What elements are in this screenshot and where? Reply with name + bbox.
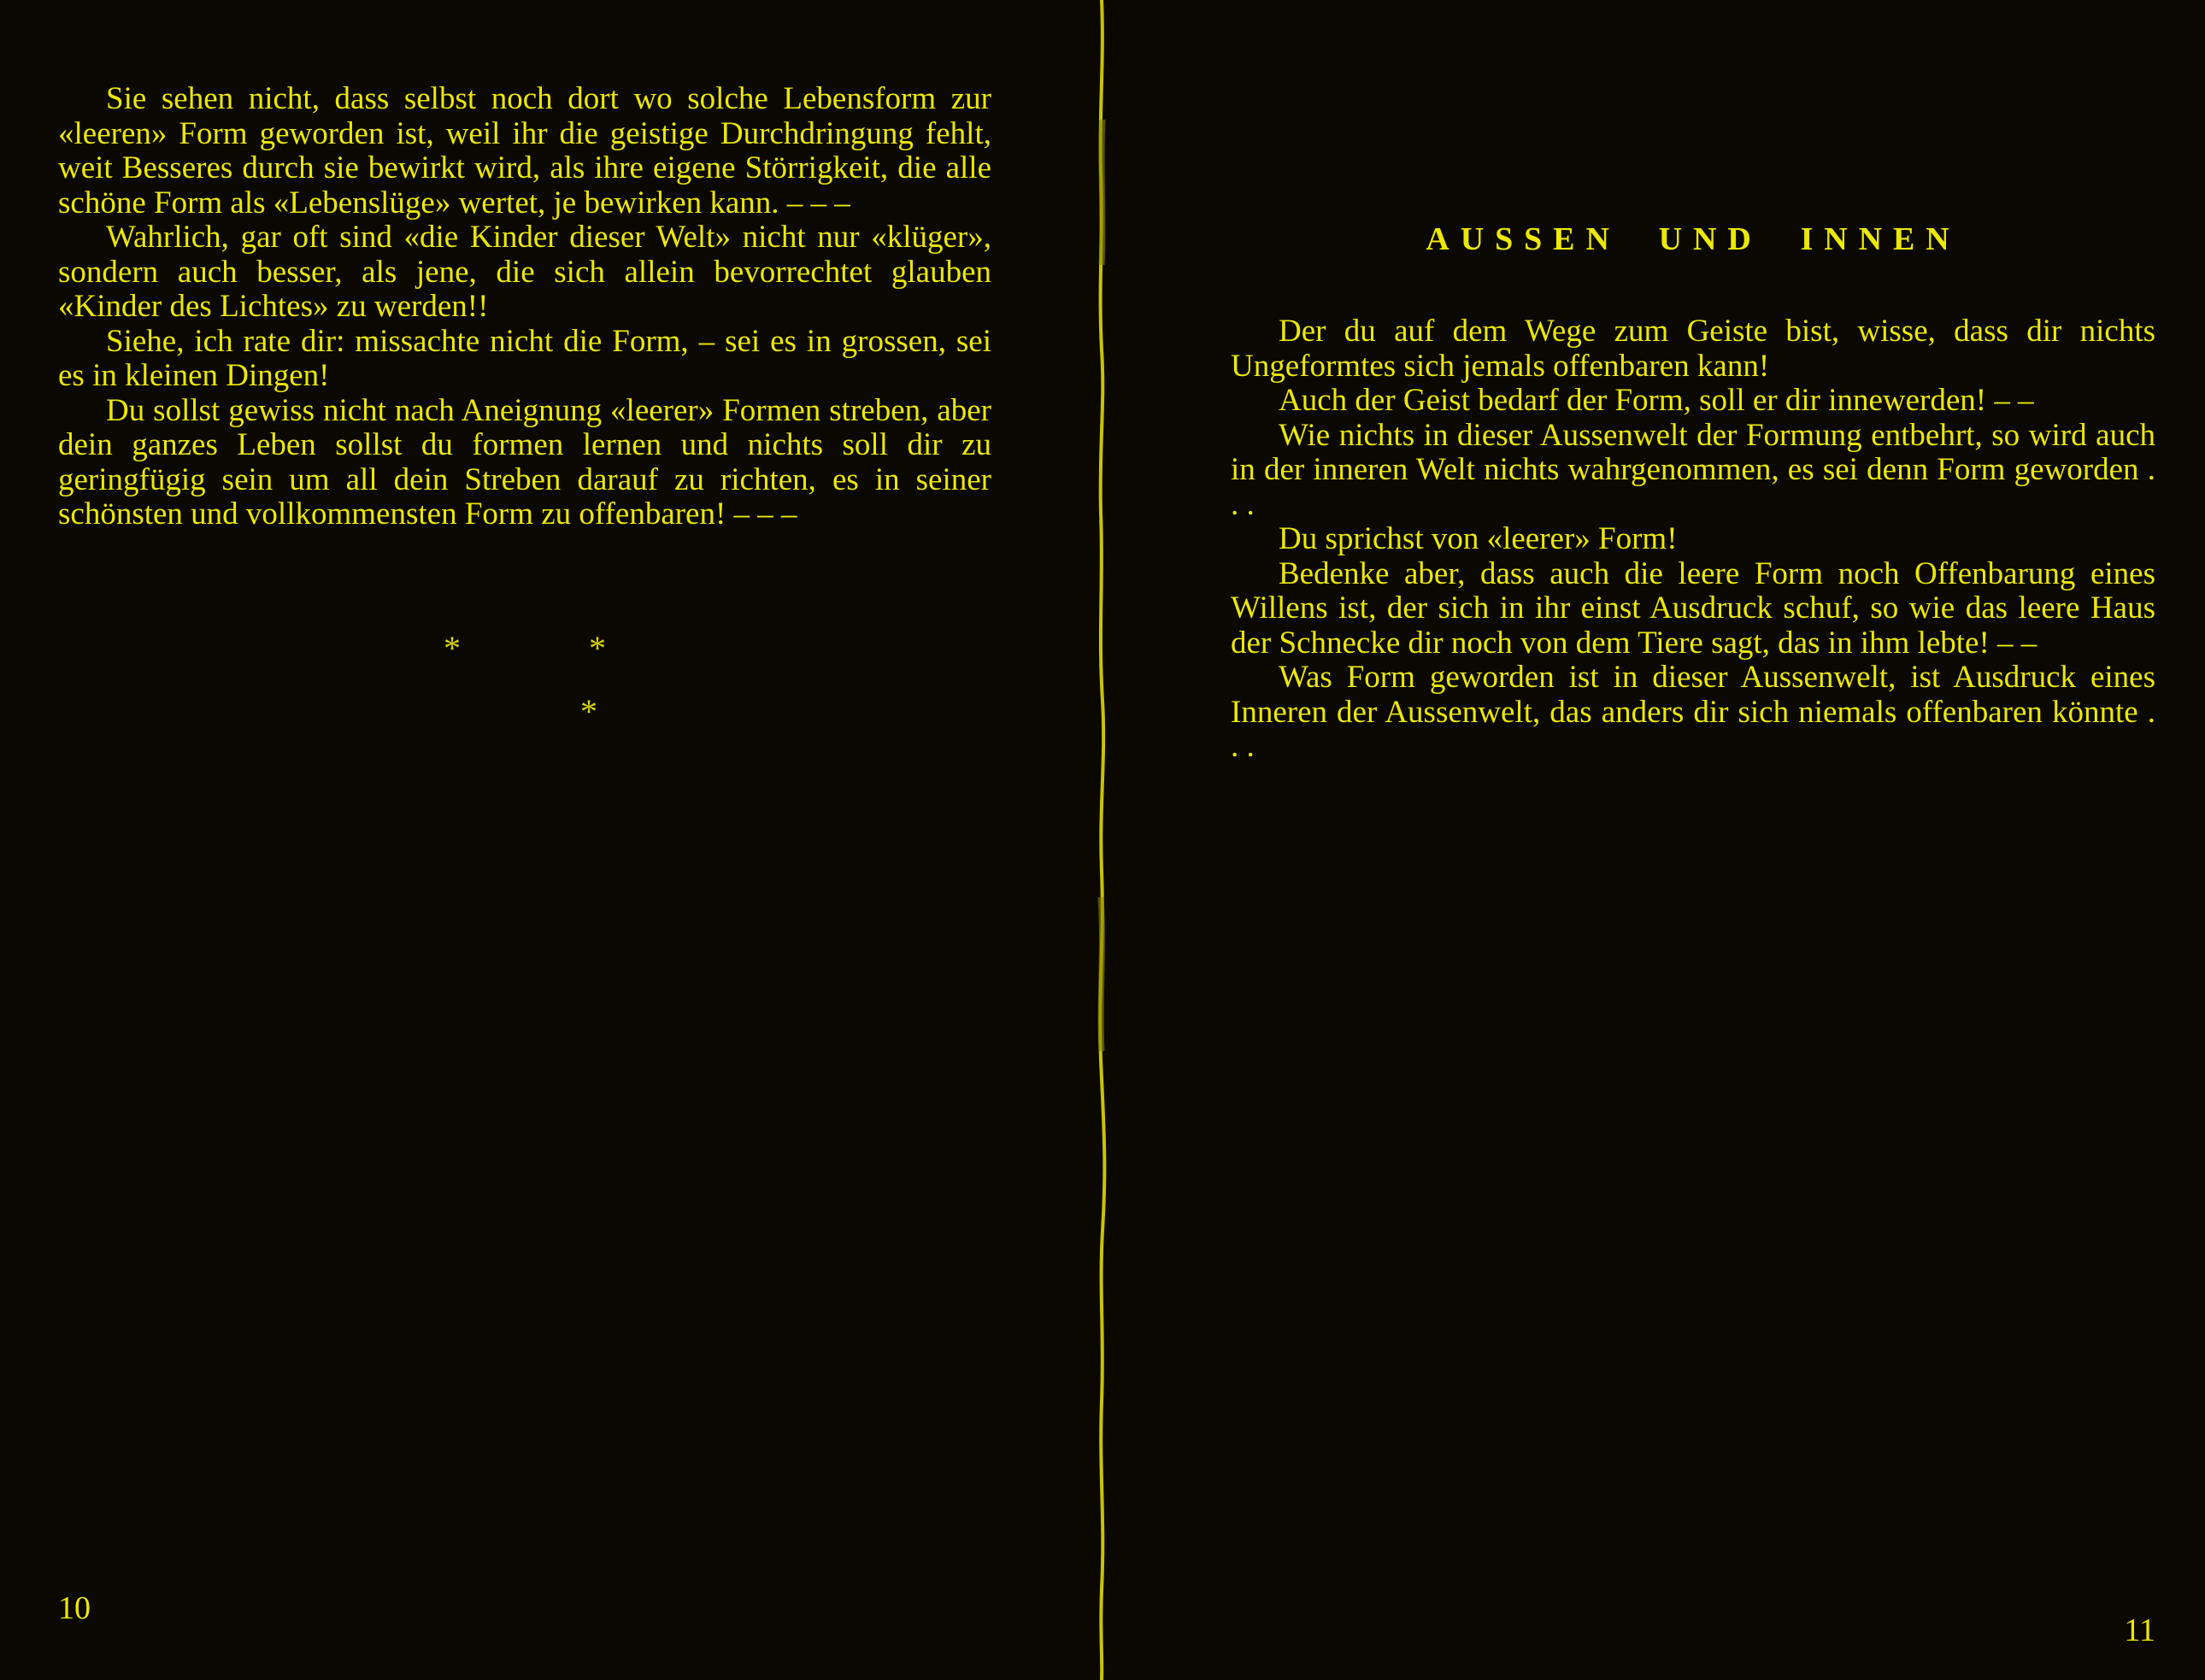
- page-number-left: 10: [58, 1590, 91, 1626]
- chapter-title: AUSSEN UND INNEN: [1426, 221, 1961, 257]
- ornament-asterisk: *: [580, 691, 597, 731]
- paragraph: Auch der Geist bedarf der Form, soll er dir innewerden! – –: [1279, 383, 2034, 418]
- section-ornament: [58, 626, 991, 734]
- left-page-text-block: [58, 82, 991, 532]
- ornament-asterisk: *: [589, 628, 606, 667]
- paragraph: Du sollst gewiss nicht nach Aneignung «leerer» Formen streben, aber dein ganzes Leben sollst du formen lernen und nichts soll dir zu geringfügig sein um all dein Streben darauf zu richten, es in seiner schönsten und vollkommensten Form zu offenbaren! – – –: [58, 392, 991, 532]
- paragraph: Sie sehen nicht, dass selbst noch dort wo solche Lebensform zur «leeren» Form geworden ist, weil ihr die geistige Durchdringung fehlt, weit Besseres durch sie bewirkt wird, als ihre eigene Störrigkeit, die alle schöne Form als «Lebenslüge» wertet, je bewirken kann. – – –: [58, 81, 991, 220]
- paragraph: Was Form geworden ist in dieser Aussenwelt, ist Ausdruck eines Inneren der Aussenwelt, das anders dir sich niemals offenbaren könnte . . .: [1231, 660, 2155, 764]
- paragraph: Bedenke aber, dass auch die leere Form noch Offenbarung eines Willens ist, der sich in ihr einst Ausdruck schuf, so wie das leere Haus der Schnecke dir noch von dem Tiere sagt, das in ihm lebte! – –: [1231, 555, 2155, 661]
- right-page-text-block: [1231, 314, 2155, 765]
- paragraph: Wahrlich, gar oft sind «die Kinder dieser Welt» nicht nur «klüger», sondern auch besser, als jene, die sich allein bevorrechtet glauben «Kinder des Lichtes» zu werden!!: [58, 220, 991, 324]
- paragraph: Wie nichts in dieser Aussenwelt der Formung entbehrt, so wird auch in der inneren Welt nichts wahrgenommen, es sei denn Form geworden . . .: [1231, 417, 2155, 522]
- ornament-asterisk: *: [444, 628, 461, 667]
- paragraph: Siehe, ich rate dir: missachte nicht die Form, – sei es in grossen, sei es in kleinen Dingen!: [58, 323, 991, 393]
- page-number-right: 11: [2124, 1612, 2155, 1648]
- paragraph: Du sprichst von «leerer» Form!: [1279, 521, 1678, 556]
- right-page: [1102, 0, 2205, 1680]
- left-page: [0, 0, 1102, 1680]
- paragraph: Der du auf dem Wege zum Geiste bist, wisse, dass dir nichts Ungeformtes sich jemals offenbaren kann!: [1231, 314, 2155, 384]
